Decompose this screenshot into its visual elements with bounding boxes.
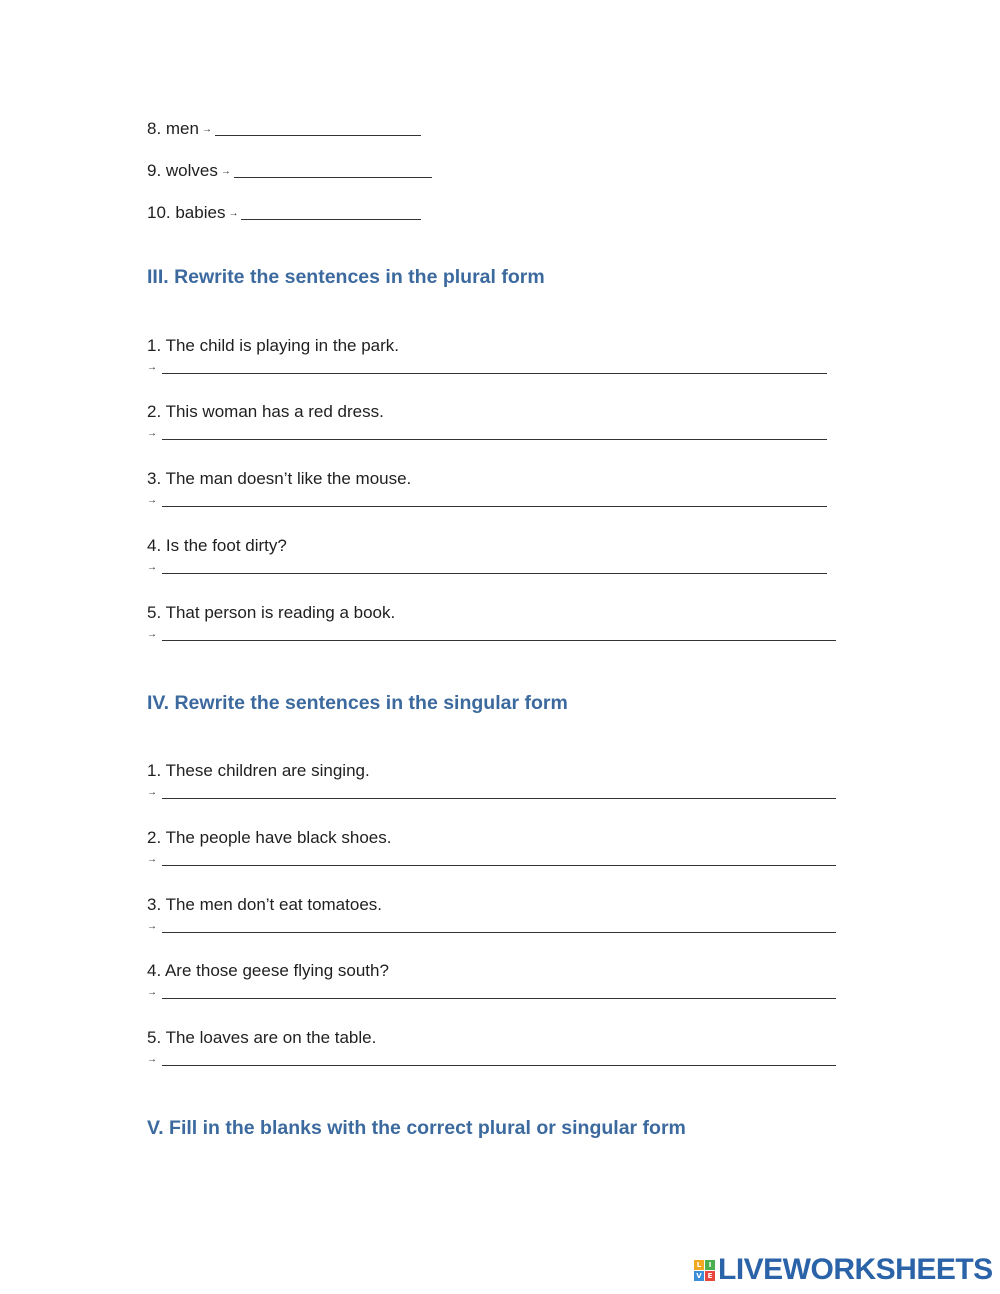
item-label: 9. wolves xyxy=(147,161,218,180)
arrow-icon: → xyxy=(147,1054,157,1065)
logo-block: I xyxy=(705,1260,715,1270)
logo-text: LIVEWORKSHEETS xyxy=(718,1253,993,1286)
sentence-prompt: 1. The child is playing in the park. xyxy=(147,336,399,355)
sentence-prompt: 3. The men don’t eat tomatoes. xyxy=(147,895,382,914)
answer-blank[interactable] xyxy=(234,163,432,178)
section-title-plural: III. Rewrite the sentences in the plural form xyxy=(147,266,545,288)
answer-line[interactable] xyxy=(162,932,836,933)
sentence-prompt: 2. This woman has a red dress. xyxy=(147,402,384,421)
sentence-prompt: 5. That person is reading a book. xyxy=(147,603,396,622)
answer-line[interactable] xyxy=(162,640,836,641)
arrow-icon: → xyxy=(147,921,157,932)
logo-mark-icon xyxy=(694,1260,715,1281)
answer-line[interactable] xyxy=(162,373,827,374)
sentence-prompt: 3. The man doesn’t like the mouse. xyxy=(147,469,412,488)
item-label: 8. men xyxy=(147,119,199,138)
sentence-prompt: 2. The people have black shoes. xyxy=(147,828,392,847)
logo-block: V xyxy=(694,1271,704,1281)
section-title-singular: IV. Rewrite the sentences in the singular form xyxy=(147,692,568,714)
sentence-prompt: 1. These children are singing. xyxy=(147,761,370,780)
answer-line[interactable] xyxy=(162,506,827,507)
arrow-icon: → xyxy=(228,208,239,219)
item-label: 10. babies xyxy=(147,203,226,222)
sentence-prompt: 4. Are those geese flying south? xyxy=(147,961,389,980)
answer-line[interactable] xyxy=(162,439,827,440)
answer-line[interactable] xyxy=(162,798,836,799)
arrow-icon: → xyxy=(147,362,157,373)
arrow-icon: → xyxy=(220,166,231,177)
answer-line[interactable] xyxy=(162,573,827,574)
liveworksheets-logo xyxy=(694,1253,993,1287)
answer-blank[interactable] xyxy=(215,121,421,136)
arrow-icon: → xyxy=(147,629,157,640)
arrow-icon: → xyxy=(147,562,157,573)
arrow-icon: → xyxy=(147,428,157,439)
arrow-icon: → xyxy=(201,124,212,135)
sentence-prompt: 5. The loaves are on the table. xyxy=(147,1028,377,1047)
answer-blank[interactable] xyxy=(241,205,421,220)
list-item xyxy=(147,161,432,182)
answer-line[interactable] xyxy=(162,865,836,866)
sentence-prompt: 4. Is the foot dirty? xyxy=(147,536,287,555)
answer-line[interactable] xyxy=(162,1065,836,1066)
arrow-icon: → xyxy=(147,854,157,865)
list-item xyxy=(147,119,421,140)
logo-block: L xyxy=(694,1260,704,1270)
section-title-fill-blanks: V. Fill in the blanks with the correct plural or singular form xyxy=(147,1117,686,1139)
answer-line[interactable] xyxy=(162,998,836,999)
list-item xyxy=(147,203,421,224)
logo-block: E xyxy=(705,1271,715,1281)
arrow-icon: → xyxy=(147,495,157,506)
arrow-icon: → xyxy=(147,987,157,998)
arrow-icon: → xyxy=(147,787,157,798)
